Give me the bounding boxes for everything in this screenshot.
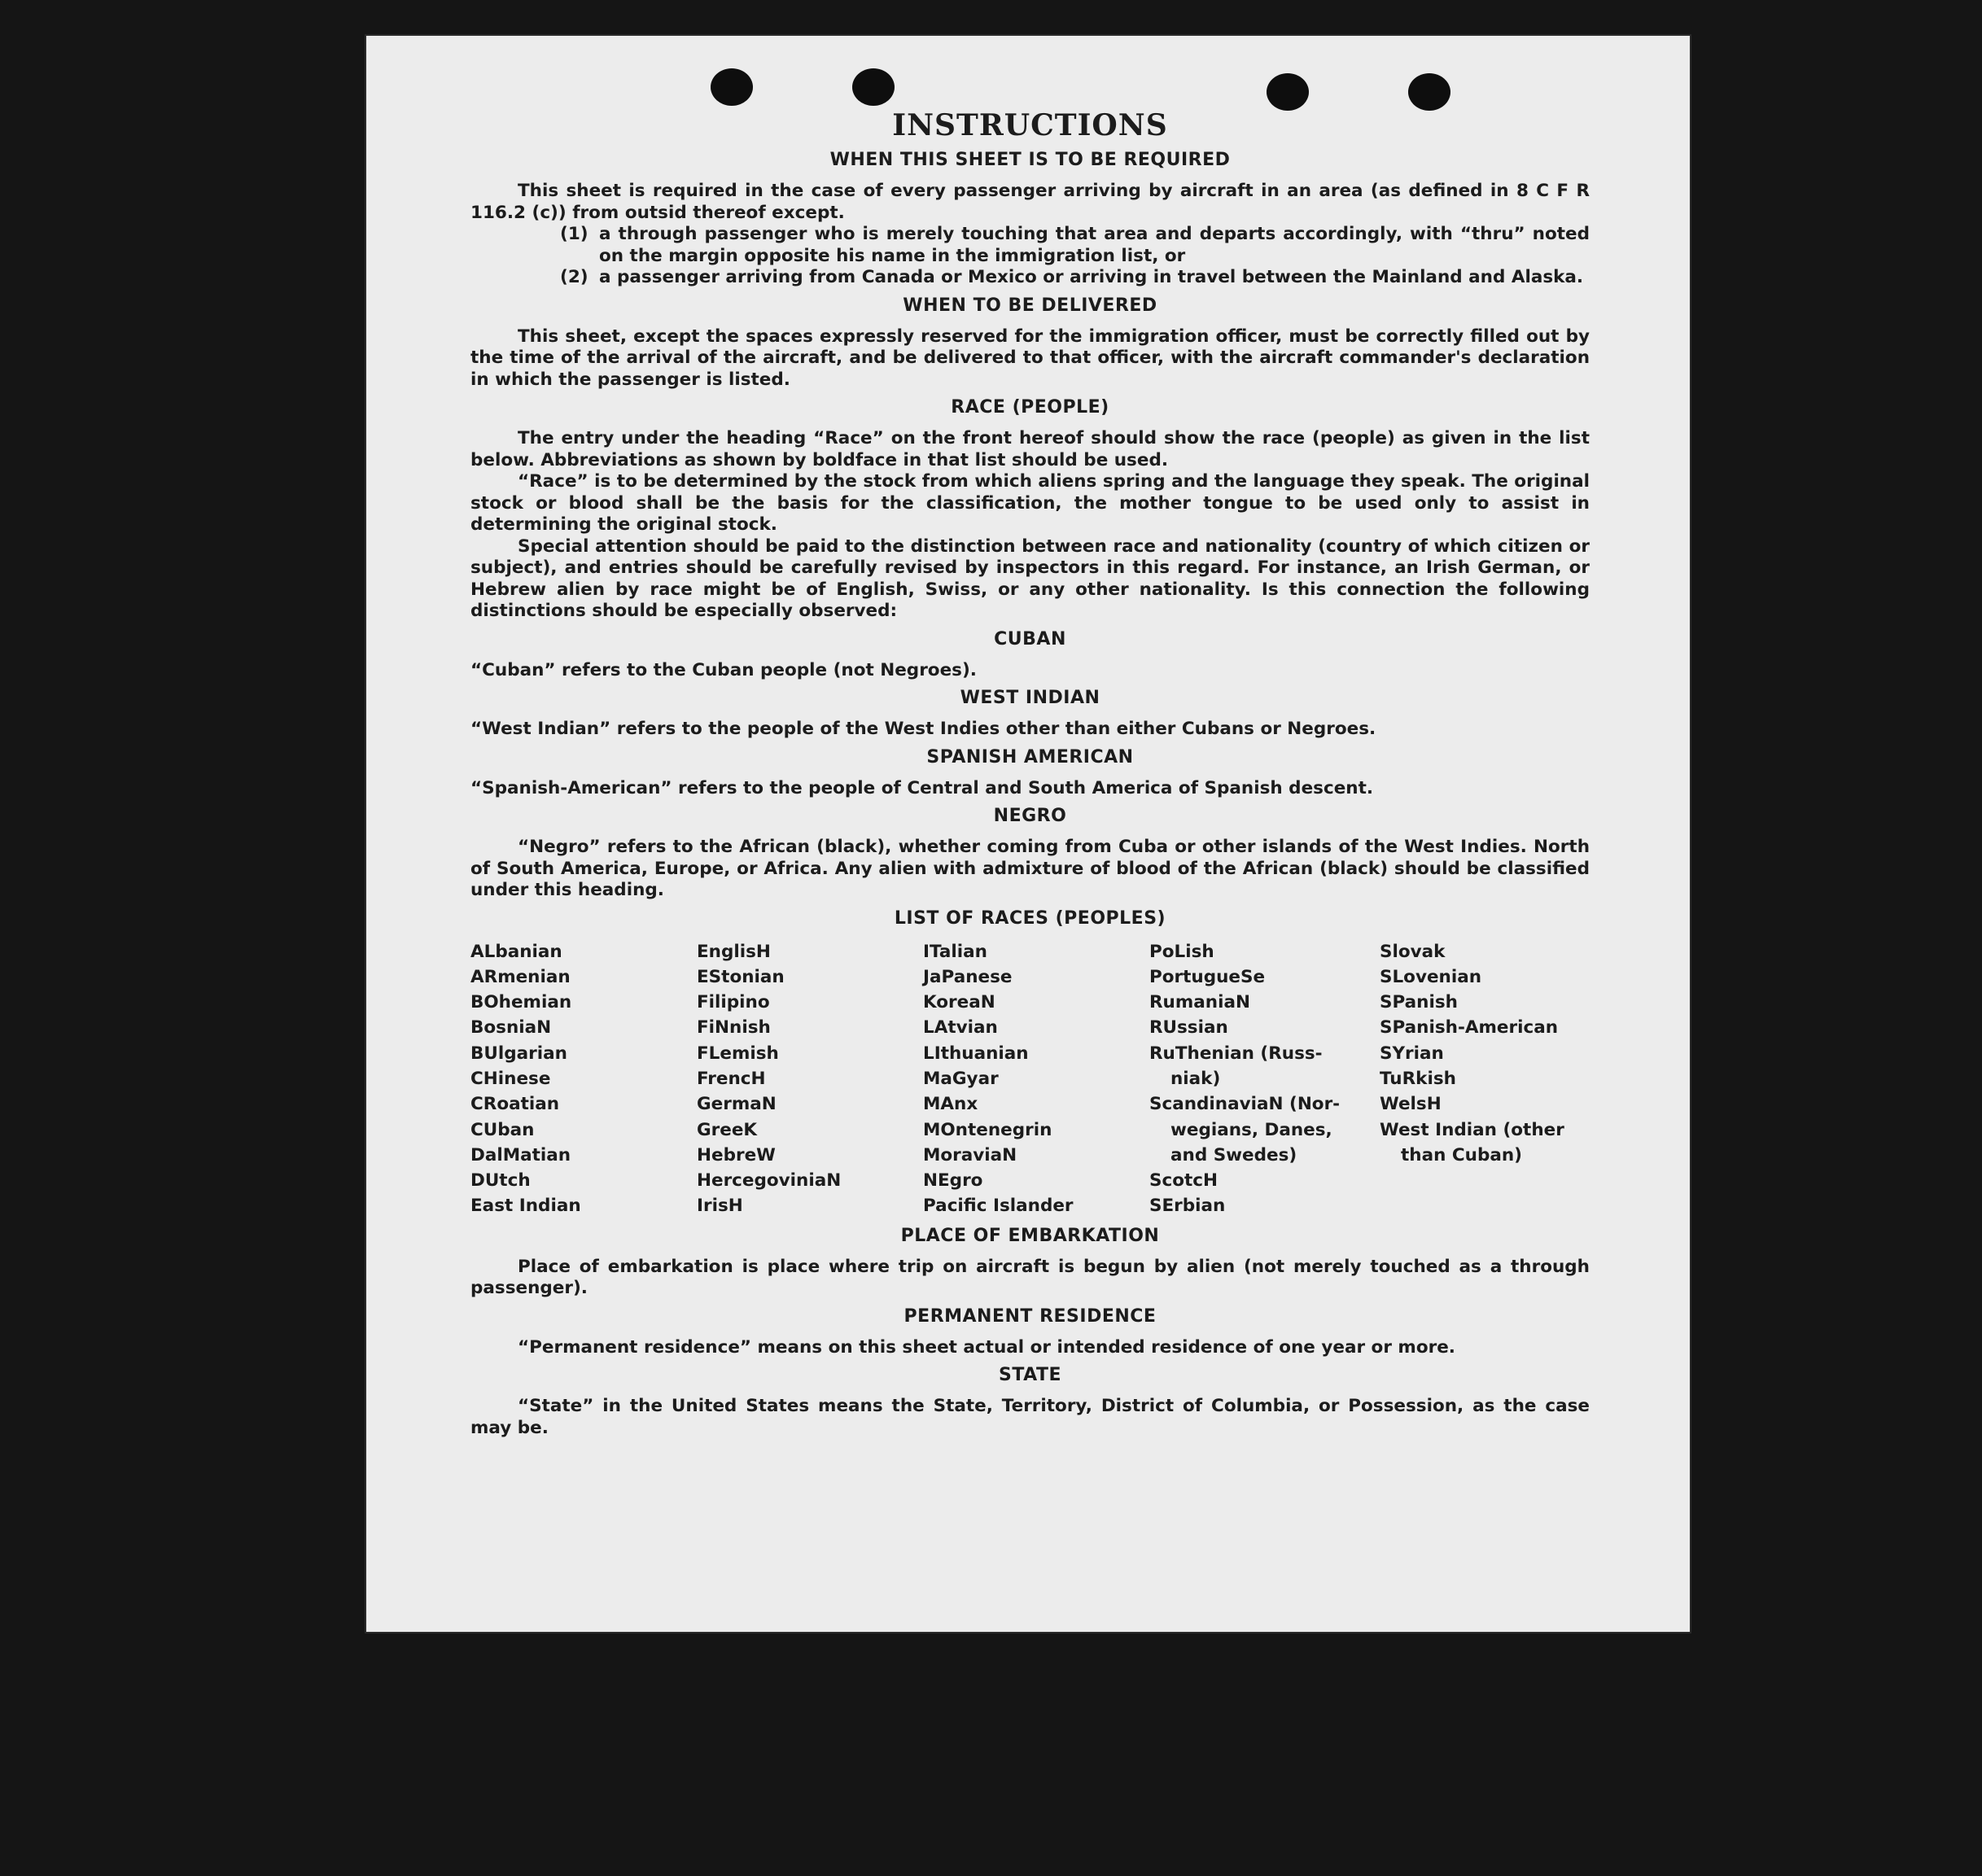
race-entry: TuRkish (1380, 1068, 1456, 1089)
paragraph: Place of embarkation is place where trip on aircraft is begun by alien (not merely touched as a through passenger). (470, 1256, 1590, 1299)
race-entry: niak) (1170, 1068, 1221, 1089)
heading-cuban: CUBAN (994, 628, 1066, 649)
race-entry: RUssian (1149, 1017, 1228, 1039)
race-entry: MOntenegrin (923, 1119, 1052, 1140)
item-text: a passenger arriving from Canada or Mexico or arriving in travel between the Mainland and Alaska. (599, 267, 1584, 287)
heading-state: STATE (999, 1365, 1061, 1386)
race-entry: East Indian (470, 1196, 581, 1217)
race-entry: and Swedes) (1170, 1144, 1297, 1165)
heading-west-indian: WEST INDIAN (960, 688, 1100, 708)
race-entry: RumaniaN (1149, 992, 1250, 1013)
race-column (470, 939, 697, 1219)
list-item (560, 267, 1590, 289)
race-column (923, 939, 1149, 1219)
item-number: (2) (560, 267, 588, 287)
race-entry: ScotcH (1149, 1170, 1219, 1192)
race-entry: PoLish (1149, 941, 1214, 962)
page-title: INSTRUCTIONS (892, 108, 1168, 142)
paragraph: This sheet is required in the case of every passenger arriving by aircraft in an area (as defined in 8 C F R 116.2 (c)) from outsid thereof except. (470, 181, 1590, 223)
heading-list-of-races: LIST OF RACES (PEOPLES) (894, 907, 1166, 929)
race-entry: Slovak (1380, 941, 1446, 962)
heading-permanent-residence: PERMANENT RESIDENCE (903, 1305, 1157, 1327)
races-grid (470, 939, 1590, 1219)
paragraph: This sheet, except the spaces expressly reserved for the immigration officer, must be correctly filled out by the time of the arrival of the aircraft, and be delivered to that officer, with the aircraft commander's declaration in which the passenger is listed. (470, 326, 1590, 390)
race-entry: SPanish (1380, 992, 1458, 1013)
paragraph: Special attention should be paid to the distinction between race and nationality (country of which citizen or subject), and entries should be carefully revised by inspectors in this regard. For instance, an Irish German, or Hebrew alien by race might be of English, Swiss, or any other nationality. Is this connection the following distinctions should be especially observed: (470, 536, 1590, 621)
race-entry: FLemish (697, 1043, 779, 1064)
race-entry: MaGyar (923, 1068, 999, 1089)
race-entry: CUban (470, 1119, 535, 1140)
paragraph: “Negro” refers to the African (black), whether coming from Cuba or other islands of the West Indies. North of South America, Europe, or Africa. Any alien with admixture of blood of the African (black) should be classified under this heading. (470, 837, 1590, 900)
punch-hole (1408, 73, 1450, 111)
punch-hole (852, 68, 895, 106)
race-entry: MAnx (923, 1094, 978, 1115)
race-entry: EnglisH (697, 941, 771, 962)
instructions-text (470, 107, 1590, 1439)
race-entry: than Cuban) (1401, 1144, 1522, 1165)
heading-spanish-american: SPANISH AMERICAN (926, 746, 1134, 767)
item-number: (1) (560, 224, 588, 244)
heading-embarkation: PLACE OF EMBARKATION (900, 1225, 1160, 1246)
race-entry: LIthuanian (923, 1043, 1029, 1064)
race-entry: FrencH (697, 1068, 766, 1089)
race-entry: SPanish-American (1380, 1017, 1559, 1039)
race-entry: DUtch (470, 1170, 531, 1192)
race-entry: BosniaN (470, 1017, 552, 1039)
race-entry: CHinese (470, 1068, 551, 1089)
race-entry: Pacific Islander (923, 1196, 1074, 1217)
race-entry: GreeK (697, 1119, 758, 1140)
race-entry: SLovenian (1380, 966, 1482, 987)
paragraph: “West Indian” refers to the people of the West Indies other than either Cubans or Negroes. (470, 719, 1376, 739)
race-entry: Filipino (697, 992, 770, 1013)
race-entry: ScandinaviaN (Nor- (1149, 1094, 1341, 1115)
race-entry: ALbanian (470, 941, 562, 962)
race-entry: BUlgarian (470, 1043, 567, 1064)
race-entry: CRoatian (470, 1094, 560, 1115)
race-entry: KoreaN (923, 992, 995, 1013)
race-entry: West Indian (other (1380, 1119, 1564, 1140)
race-entry: MoraviaN (923, 1144, 1017, 1165)
paragraph: “Cuban” refers to the Cuban people (not Negroes). (470, 659, 977, 680)
paragraph: “Race” is to be determined by the stock from which aliens spring and the language they speak. The original stock or blood shall be the basis for the classification, the mother tongue to be used only to assist in determining the original stock. (470, 471, 1590, 535)
race-entry: wegians, Danes, (1170, 1119, 1332, 1140)
document-page (365, 34, 1691, 1633)
race-entry: SYrian (1380, 1043, 1444, 1064)
race-entry: WelsH (1380, 1094, 1442, 1115)
heading-race: RACE (PEOPLE) (951, 397, 1109, 418)
paragraph: “State” in the United States means the State, Territory, District of Columbia, or Possession, as the case may be. (470, 1396, 1590, 1438)
race-entry: LAtvian (923, 1017, 998, 1039)
heading-required: WHEN THIS SHEET IS TO BE REQUIRED (829, 150, 1231, 170)
race-entry: HebreW (697, 1144, 776, 1165)
race-entry: BOhemian (470, 992, 572, 1013)
race-entry: SErbian (1149, 1196, 1226, 1217)
race-entry: IrisH (697, 1196, 743, 1217)
item-text: a through passenger who is merely touching that area and departs accordingly, with “thru” noted on the margin opposite his name in the immigration list, or (599, 224, 1590, 266)
race-column (1149, 939, 1380, 1219)
list-item (560, 224, 1590, 267)
paragraph: “Spanish-American” refers to the people of Central and South America of Spanish descent. (470, 777, 1374, 798)
paragraph: The entry under the heading “Race” on the front hereof should show the race (people) as given in the list below. Abbreviations as shown by boldface in that list should be used. (470, 428, 1590, 470)
race-entry: ARmenian (470, 966, 571, 987)
race-entry: NEgro (923, 1170, 983, 1192)
race-entry: ITalian (923, 941, 987, 962)
punch-hole (1267, 73, 1309, 111)
race-entry: EStonian (697, 966, 785, 987)
paragraph: “Permanent residence” means on this sheet actual or intended residence of one year or more. (518, 1336, 1455, 1358)
race-entry: HercegoviniaN (697, 1170, 842, 1192)
race-column (1380, 939, 1590, 1219)
heading-delivered: WHEN TO BE DELIVERED (903, 295, 1157, 316)
race-entry: GermaN (697, 1094, 777, 1115)
race-entry: JaPanese (923, 966, 1013, 987)
race-entry: PortugueSe (1149, 966, 1266, 987)
race-entry: FiNnish (697, 1017, 771, 1039)
race-entry: DalMatian (470, 1144, 571, 1165)
race-entry: RuThenian (Russ- (1149, 1043, 1323, 1064)
punch-hole (711, 68, 753, 106)
heading-negro: NEGRO (993, 806, 1067, 826)
race-column (697, 939, 923, 1219)
